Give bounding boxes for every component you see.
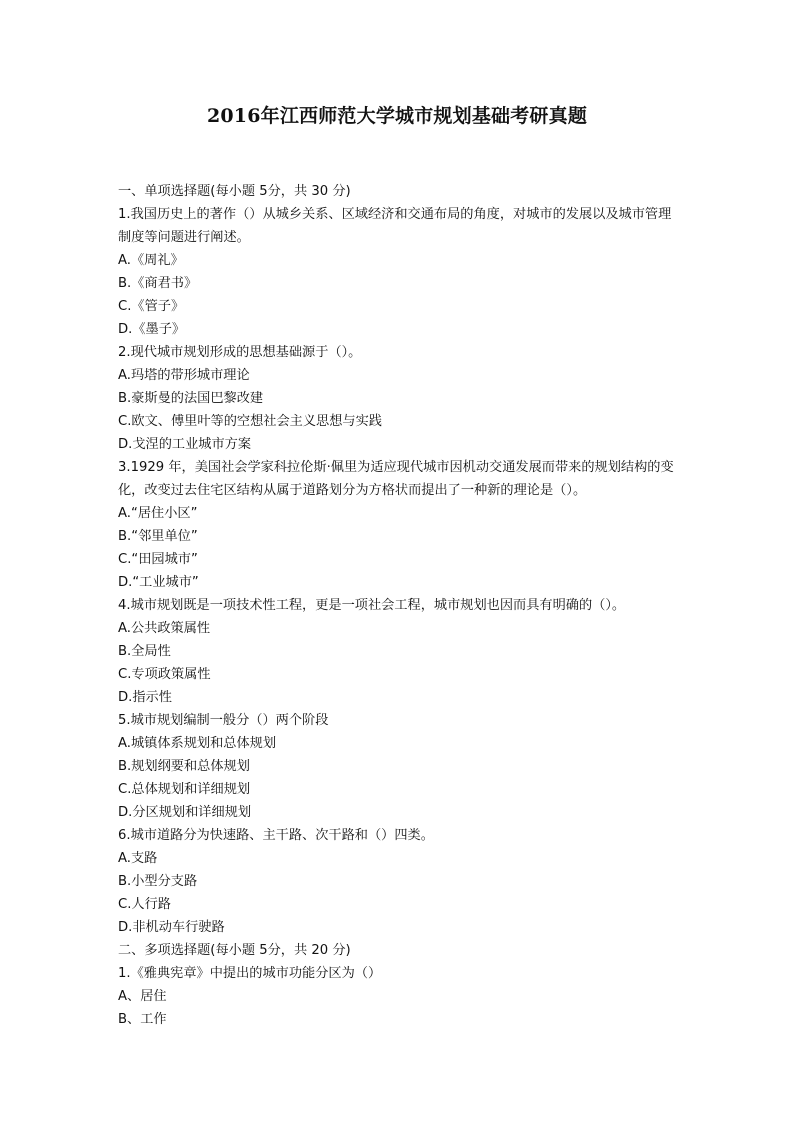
question-option: C.“田园城市” bbox=[118, 552, 198, 567]
question bbox=[118, 709, 678, 824]
question-stem: 6.城市道路分为快速路、主干路、次干路和（）四类。 bbox=[118, 828, 434, 843]
question-option: B、工作 bbox=[118, 1012, 167, 1027]
question bbox=[118, 203, 678, 341]
question-option: B.规划纲要和总体规划 bbox=[118, 759, 250, 774]
question-option: D.戈涅的工业城市方案 bbox=[118, 437, 252, 452]
section-heading-multiple-choice: 二、多项选择题(每小题 5分，共 20 分) bbox=[118, 943, 351, 958]
question-option: B.豪斯曼的法国巴黎改建 bbox=[118, 391, 264, 406]
question-option: B.《商君书》 bbox=[118, 276, 198, 291]
question-option: A.支路 bbox=[118, 851, 158, 866]
question-option: D.分区规划和详细规划 bbox=[118, 805, 252, 820]
question bbox=[118, 962, 678, 1031]
question-option: B.“邻里单位” bbox=[118, 529, 198, 544]
question-stem: 1.我国历史上的著作（）从城乡关系、区域经济和交通布局的角度，对城市的发展以及城市管理制度等问题进行阐述。 bbox=[118, 207, 672, 245]
document-title: 2016年江西师范大学城市规划基础考研真题 bbox=[206, 105, 588, 127]
question-option: D.“工业城市” bbox=[118, 575, 199, 590]
question-option: A.公共政策属性 bbox=[118, 621, 211, 636]
question-option: B.小型分支路 bbox=[118, 874, 198, 889]
question-option: A.《周礼》 bbox=[118, 253, 184, 268]
question-option: A、居住 bbox=[118, 989, 167, 1004]
question-option: C.欧文、傅里叶等的空想社会主义思想与实践 bbox=[118, 414, 382, 429]
question-option: D.非机动车行驶路 bbox=[118, 920, 225, 935]
question-option: D.指示性 bbox=[118, 690, 172, 705]
question bbox=[118, 824, 678, 939]
question-stem: 5.城市规划编制一般分（）两个阶段 bbox=[118, 713, 329, 728]
question bbox=[118, 341, 678, 456]
question-option: B.全局性 bbox=[118, 644, 171, 659]
question-option: A.“居住小区” bbox=[118, 506, 198, 521]
question-option: A.城镇体系规划和总体规划 bbox=[118, 736, 277, 751]
question-option: D.《墨子》 bbox=[118, 322, 186, 337]
question-option: A.玛塔的带形城市理论 bbox=[118, 368, 250, 383]
question bbox=[118, 594, 678, 709]
question-stem: 2.现代城市规划形成的思想基础源于（）。 bbox=[118, 345, 362, 360]
question-stem: 1.《雅典宪章》中提出的城市功能分区为（） bbox=[118, 966, 382, 981]
question-option: C.总体规划和详细规划 bbox=[118, 782, 251, 797]
section-heading-single-choice: 一、单项选择题(每小题 5分，共 30 分) bbox=[118, 184, 351, 199]
document-body bbox=[118, 180, 678, 1031]
question-option: C.人行路 bbox=[118, 897, 171, 912]
question-stem: 4.城市规划既是一项技术性工程，更是一项社会工程，城市规划也因而具有明确的（）。 bbox=[118, 598, 626, 613]
question-stem: 3.1929 年，美国社会学家科拉伦斯·佩里为适应现代城市因机动交通发展而带来的规划结构的变化，改变过去住宅区结构从属于道路划分为方格状而提出了一种新的理论是（）。 bbox=[118, 460, 674, 498]
question-option: C.《管子》 bbox=[118, 299, 185, 314]
question-option: C.专项政策属性 bbox=[118, 667, 211, 682]
question bbox=[118, 456, 678, 594]
